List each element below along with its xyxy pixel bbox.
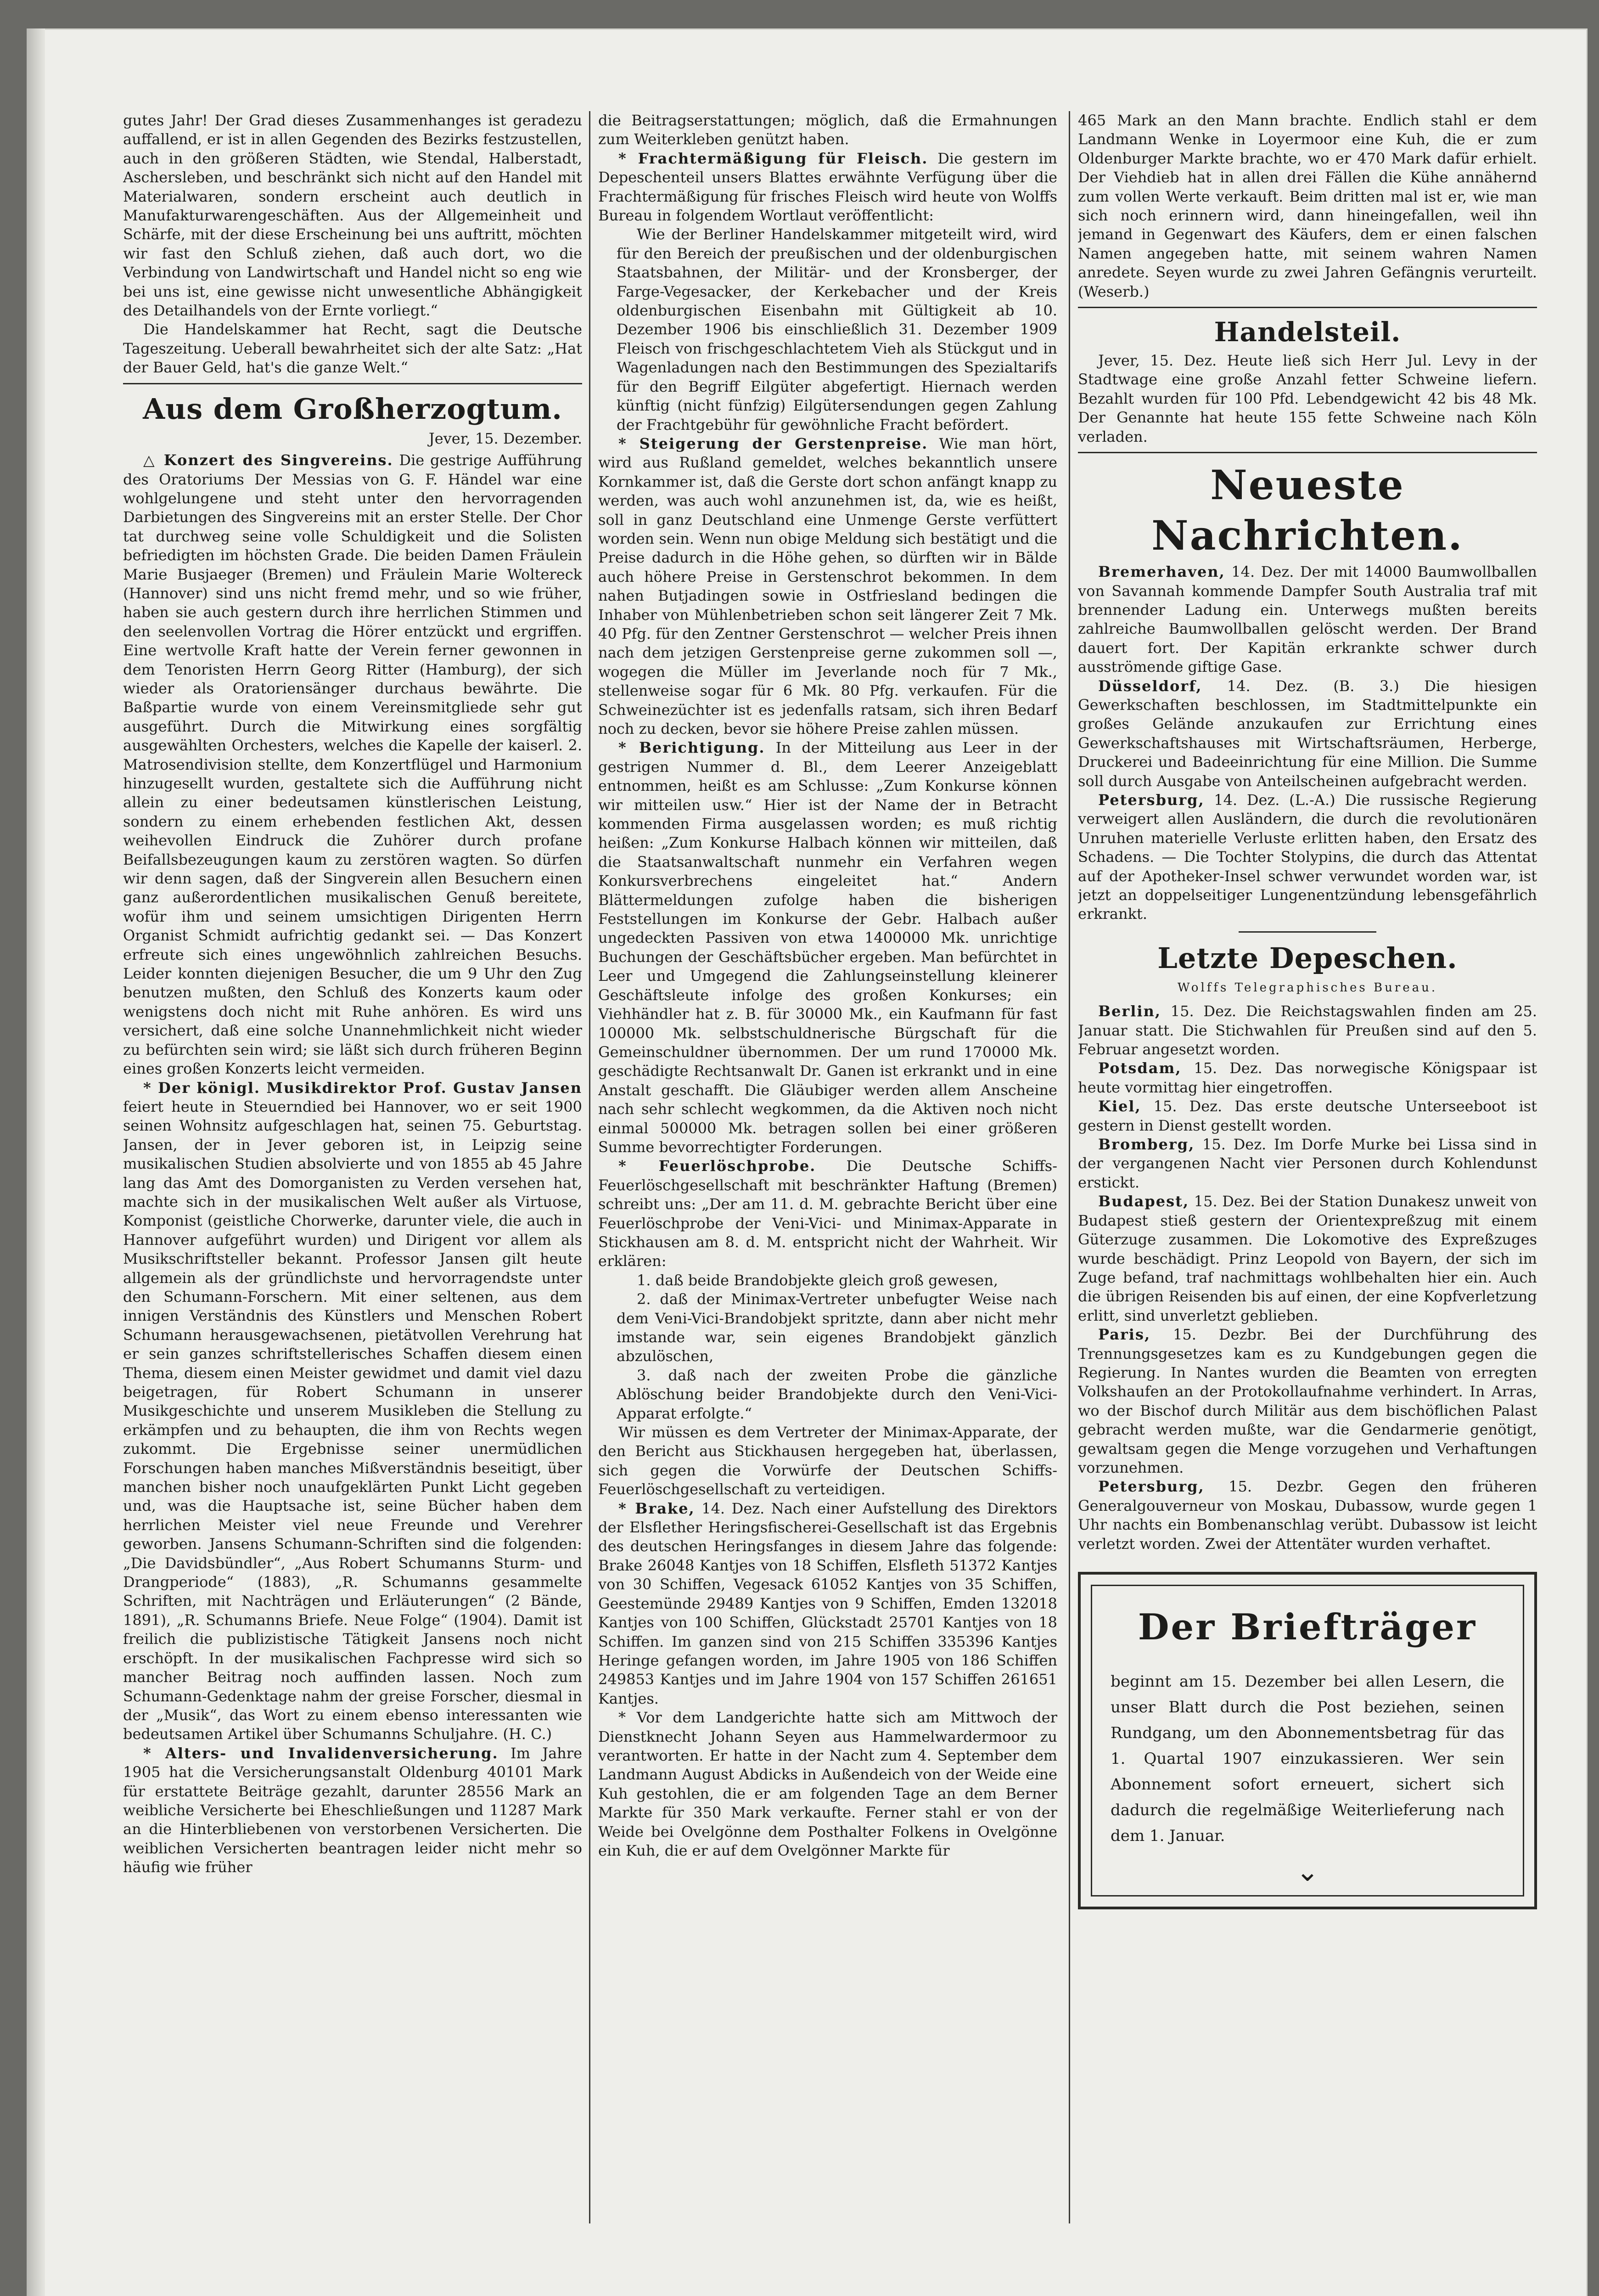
article-text: Im Jahre 1905 hat die Versicherungsanstalt Oldenburg 40101 Mark für erstattete Beiträge gezahlt, darunter 28556 Mark an weibliche Versicherte bei Eheschließungen und 11287 Mark an die Hinterbliebenen von verstorbenen Versicherten. Die weiblichen Versicherten beantragen leider nicht mehr so häufig wie früher: [123, 1744, 582, 1876]
dispatch-item: [1078, 1059, 1537, 1097]
article: [123, 451, 582, 1078]
news-place: Bremerhaven,: [1098, 563, 1225, 581]
paragraph: * Vor dem Landgerichte hatte sich am Mittwoch der Dienstknecht Johann Seyen aus Hammelwardermoor zu verantworten. Er hatte in der Nacht zum 4. September dem Landmann August Abdicks in Außendeich von der Weide eine Kuh gestohlen, die er am folgenden Tage an dem Berner Markte für 350 Mark verkaufte. Ferner stahl er von der Weide bei Ovelgönne dem Posthalter Folkens in Ovelgönne ein Kuh, die er auf dem Ovelgönner Markte für: [598, 1709, 1057, 1859]
divider: [1239, 931, 1376, 933]
news-text: 14. Dez. Der mit 14000 Baumwollballen von Savannah kommende Dampfer South Australia traf mit brennender Ladung ein. Unterwegs mußten bereits zahlreiche Baumwollballen gelöscht werden. Der Brand dauert fort. Der Kapitän erkrankte schwer durch ausströmende giftige Gase.: [1078, 563, 1537, 676]
advertisement-box: [1078, 1572, 1537, 1909]
article-text: Die gestern im Depeschenteil unsers Blattes erwähnte Verfügung über die Frachtermäßigung für frisches Fleisch wird heute von Wolffs Bureau in folgendem Wortlaut veröffentlicht:: [598, 149, 1057, 225]
dispatch-item: [1078, 1192, 1537, 1325]
paragraph: gutes Jahr! Der Grad dieses Zusammenhanges ist geradezu auffallend, er ist in allen Gegenden des Bezirks festzustellen, auch in den größeren Städten, wie Stendal, Halberstadt, Aschersleben, und beschränkt sich nicht auf den Handel mit Materialwaren, sondern erscheint auch deutlich in Manufakturwarengeschäften. Aus der Allgemeinheit und Schärfe, mit der diese Erscheinung bei uns auftritt, möchten wir fast den Schluß ziehen, daß auch dort, wo die Verbindung von Landwirtschaft und Handel nicht so eng wie bei uns ist, eine gewisse nicht unwesentliche Abhängigkeit des Detailhandels von der Ernte vorliegt.“: [123, 112, 582, 320]
newspaper-page: [27, 28, 1588, 2296]
article-keyword: * Berichtigung.: [618, 739, 765, 757]
divider: [1078, 452, 1537, 453]
section-heading: Neueste Nachrichten.: [1151, 461, 1464, 560]
dispatch-place: Bromberg,: [1098, 1136, 1195, 1154]
news-item: [1078, 677, 1537, 791]
column-2: [598, 111, 1057, 2237]
article-keyword: * Feuerlöschprobe.: [618, 1157, 816, 1175]
column-3: [1078, 111, 1537, 2237]
article-text: Wie man hört, wird aus Rußland gemeldet, welches bekanntlich unsere Kornkammer ist, daß die Gerste dort schon anfängt knapp zu werden, was auch wohl anzunehmen ist, da, wie es heißt, soll in ganz Deutschland eine Unmenge Gerste verfüttert worden sein. Wenn nun obige Meldung sich bestätigt und die Preise dadurch in die Höhe gehen, so dürften wir in Bälde auch höhere Preise in Gerstenschrot bekommen. In dem nahen Butjadingen sowie in Ostfriesland bedingen die Inhaber von Mühlenbetrieben schon seit längerer Zeit 7 Mk. 40 Pfg. für den Zentner Gerstenschrot — welcher Preis ihnen nach dem jetzigen Gerstenpreise gerne zukommen soll —, wogegen die Müller im Jeverlande noch für 7 Mk., stellenweise sogar für 6 Mk. 80 Pfg. verkaufen. Für die Schweinezüchter ist es jedenfalls ratsam, sich ihren Bedarf noch zu decken, bevor sie höhere Preise zahlen müssen.: [598, 434, 1057, 737]
paragraph: Die Handelskammer hat Recht, sagt die Deutsche Tageszeitung. Ueberall bewahrheitet sich der alte Satz: „Hat der Bauer Geld, hat's die ganze Welt.“: [123, 321, 582, 377]
article: [598, 434, 1057, 739]
column-rule: [1069, 111, 1070, 2223]
list-item: 2. daß der Minimax-Vertreter unbefugter Weise nach dem Veni-Vici-Brandobjekt spritzte, dann aber nicht mehr imstande war, sein eigenes Brandobjekt gänzlich abzulöschen,: [617, 1290, 1057, 1365]
news-text: 14. Dez. (B. 3.) Die hiesigen Gewerkschaften beschlossen, im Stadtmittelpunkte ein großes Gelände anzukaufen zur Errichtung eines Gewerkschaftshauses mit Wirtschaftsräumen, Herberge, Druckerei und Badeeinrichtung für eine Million. Die Summe soll durch Ausgabe von Anteilscheinen aufgebracht werden.: [1078, 677, 1537, 790]
dispatch-place: Potsdam,: [1098, 1059, 1182, 1077]
article-text: feiert heute in Steuerndied bei Hannover, wo er seit 1900 seinen Wohnsitz aufgeschlagen hat, seinen 75. Geburtstag. Jansen, der in Jever geboren ist, in Leipzig seine musikalischen Studien absolvierte und von 1855 ab 45 Jahre lang das Amt des Domorganisten zu Verden versehen hat, machte sich in der musikalischen Welt außer als Virtuose, Komponist (geistliche Chorwerke, darunter viele, die auch in Hannover aufgeführt wurden) und Dirigent vor allem als Musikschriftsteller bekannt. Professor Jansen gilt heute allgemein als der gründlichste und hervorragendste unter den Schumann-Forschern. Mit einer seltenen, aus dem innigen Verständnis des Künstlers und Menschen Robert Schumann herausgewachsenen, pietätvollen Verehrung hat er sein ganzes schriftstellerisches Schaffen diesem einen Thema, diesem einen Meister gewidmet und damit viel dazu beigetragen, für Robert Schumann in unserer Musikgeschichte und unserem Musikleben die Stellung zu erkämpfen und zu behaupten, die ihm von Rechts wegen zukommt. Die Ergebnisse seiner unermüdlichen Forschungen haben manches Mißverständnis beseitigt, über manchen bisher noch unaufgeklärten Punkt Licht gegeben und, was die Hauptsache ist, seine Bücher haben dem herrlichen Meister viel neue Freunde und Verehrer geworben. Jansens Schumann-Schriften sind die folgenden: „Die Davidsbündler“, „Aus Robert Schumanns Sturm- und Drangperiode“ (1883), „R. Schumanns gesammelte Schriften, mit Nachträgen und Erläuterungen“ (2 Bände, 1891), „R. Schumanns Briefe. Neue Folge“ (1904). Damit ist freilich die publizistische Tätigkeit Jansens noch nicht erschöpft. In der musikalischen Fachpresse wird sich so mancher Beitrag noch auffinden lassen. Noch zum Schumann-Gedenktage nahm der greise Forscher, diesmal in der „Musik“, das Wort zu einem ebenso interessanten wie bedeutsamen Artikel über Schumanns Schuljahre. (H. C.): [123, 1097, 582, 1743]
advertisement-text: beginnt am 15. Dezember bei allen Lesern, die unser Blatt durch die Post beziehen, seinen Rundgang, um den Abonnementsbetrag für das 1. Quartal 1907 einzukassieren. Wer sein Abonnement sofort erneuert, sichert sich dadurch die regelmäßige Weiterlieferung nach dem 1. Januar.: [1111, 1672, 1504, 1845]
news-text: 14. Dez. (L.-A.) Die russische Regierung verweigert allen Ausländern, die durch die revolutionären Unruhen materielle Verluste erlitten haben, den Ersatz des Schadens. — Die Tochter Stolypins, die durch das Attentat auf der Apotheker-Insel schwer verwundet worden war, ist jetzt an doppelseitiger Lungenentzündung lebensgefährlich erkrankt.: [1078, 791, 1537, 923]
news-place: Petersburg,: [1098, 791, 1205, 809]
section-heading: Letzte Depeschen.: [1157, 941, 1458, 975]
dispatch-text: 15. Dez. Die Reichstagswahlen finden am 25. Januar statt. Die Stichwahlen für Preußen sind auf den 5. Februar angesetzt worden.: [1078, 1002, 1537, 1058]
dispatch-item: [1078, 1097, 1537, 1135]
column-1: [123, 111, 582, 2237]
article-keyword: * Steigerung der Gerstenpreise.: [618, 434, 928, 452]
news-item: [1078, 791, 1537, 924]
page-binding: [27, 28, 45, 2296]
article: [598, 1157, 1057, 1271]
paragraph: Jever, 15. Dez. Heute ließ sich Herr Jul. Levy in der Stadtwage eine große Anzahl fetter Schweine liefern. Bezahlt wurden für 100 Pfd. Lebendgewicht 42 bis 48 Mk. Der Genannte hat heute 155 fette Schweine nach Köln verladen.: [1078, 352, 1537, 445]
paragraph: Wir müssen es dem Vertreter der Minimax-Apparate, der den Bericht aus Stickhausen hergegeben hat, überlassen, sich gegen die Vorwürfe der Deutschen Schiffs-Feuerlöschgesellschaft zu verteidigen.: [598, 1424, 1057, 1498]
quote-paragraph: Wie der Berliner Handelskammer mitgeteilt wird, wird für den Bereich der preußischen und der oldenburgischen Staatsbahnen, der Militär- und der Kronsberger, der Farge-Vegesacker, der Kerkebacher und der Kreis oldenburgischen Eisenbahn mit Gültigkeit ab 10. Dezember 1906 bis einschließlich 31. Dezember 1909 Fleisch von frischgeschlachtetem Vieh als Stückgut und in Wagenladungen nach den Bestimmungen des Spezialtarifs für den Begriff Eilgüter abgefertigt. Hiernach werden künftig (nicht fünfzig) Eilgütersendungen gegen Zahlung der Frachtgebühr für gewöhnliche Fracht befördert.: [617, 225, 1057, 433]
dispatch-place: Petersburg,: [1098, 1478, 1205, 1496]
list-item: 3. daß nach der zweiten Probe die gänzliche Ablöschung beider Brandobjekte durch den Veni-Vici-Apparat erfolgte.“: [617, 1366, 1057, 1422]
dateline: Jever, 15. Dezember.: [428, 429, 582, 447]
dispatch-text: 15. Dez. Im Dorfe Murke bei Lissa sind in der vergangenen Nacht vier Personen durch Kohlendunst erstickt.: [1078, 1136, 1537, 1191]
article-text: Die gestrige Aufführung des Oratoriums Der Messias von G. F. Händel war eine wohlgelungene und steht unter den hervorragenden Darbietungen des Singvereins mit an erster Stelle. Der Chor tat durchweg seine volle Schuldigkeit und die Solisten befriedigten im höchsten Grade. Die beiden Damen Fräulein Marie Busjaeger (Bremen) und Fräulein Marie Woltereck (Hannover) sind uns nicht fremd mehr, und so wie früher, haben sie auch gestern durch ihre herrlichen Stimmen und den seelenvollen Vortrag die Hörer entzückt und ergriffen. Eine wertvolle Kraft hatte der Verein ferner gewonnen in dem Tenoristen Herrn Georg Ritter (Hamburg), der sich wieder als Oratoriensänger durchaus bewährte. Die Baßpartie wurde von einem Vereinsmitgliede sehr gut ausgeführt. Durch die Mitwirkung eines sorgfältig ausgewählten Orchesters, welches die Kapelle der kaiserl. 2. Matrosendivision stellte, dem Konzertflügel und Harmonium hinzugesellt wurden, gestaltete sich die Aufführung nicht allein zu einer bedeutsamen künstlerischen Leistung, sondern zu einem erhebenden festlichen Akt, dessen weihevollen Eindruck die Zuhörer durch profane Beifallsbezeugungen kaum zu zerstören wagten. So dürfen wir denn sagen, daß der Singverein allen Besuchern einen ganz außerordentlichen musikalischen Genuß bereitete, wofür ihm und seinem umsichtigen Dirigenten Herrn Organist Schmidt aufrichtig gedankt sei. — Das Konzert erfreute sich eines ungewöhnlich zahlreichen Besuchs. Leider konnten diejenigen Besucher, die um 9 Uhr den Zug benutzen mußten, den Schluß des Konzerts kaum oder wenigstens doch nicht mit Ruhe anhören. Es wird uns versichert, daß eine solche Unannehmlichkeit nicht wieder zu befürchten sein wird; sie läßt sich durch früheren Beginn eines großen Konzerts leicht vermeiden.: [123, 451, 582, 1078]
dispatch-item: [1078, 1002, 1537, 1059]
ornament-icon: ⌄: [1296, 1856, 1319, 1888]
article-keyword: * Alters- und Invalidenversicherung.: [143, 1744, 499, 1762]
dispatch-text: 15. Dez. Bei der Station Dunakesz unweit von Budapest stieß gestern der Orientexpreßzug mit einem Güterzuge zusammen. Die Lokomotive des Expreßzuges wurde beschädigt. Prinz Leopold von Bayern, der sich im Zuge befand, traf nachmittags wohlbehalten hier ein. Auch die übrigen Reisenden bis auf einen, der eine Kopfverletzung erlitt, sind unverletzt geblieben.: [1078, 1193, 1537, 1324]
dispatch-place: Paris,: [1098, 1326, 1151, 1344]
article-text: Die Deutsche Schiffs-Feuerlöschgesellschaft mit beschränkter Haftung (Bremen) schreibt uns: „Der am 11. d. M. gebrachte Bericht über eine Feuerlöschprobe der Veni-Vici- und Minimax-Apparate in Stickhausen am 8. d. M. entspricht nicht der Wahrheit. Wir erklären:: [598, 1157, 1057, 1270]
article-text: 14. Dez. Nach einer Aufstellung des Direktors der Elsflether Heringsfischerei-Gesellschaft ist das Ergebnis des deutschen Heringsfanges in diesem Jahre das folgende: Brake 26048 Kantjes von 18 Schiffen, Elsfleth 51372 Kantjes von 30 Schiffen, Vegesack 61052 Kantjes von 35 Schiffen, Geestemünde 29489 Kantjes von 9 Schiffen, Emden 132018 Kantjes von 100 Schiffen, Glückstadt 25701 Kantjes von 18 Schiffen. Im ganzen sind von 215 Schiffen 335396 Kantjes Heringe gefangen worden, im Jahre 1905 von 186 Schiffen 249853 Kantjes und im Jahre 1904 von 157 Schiffen 261651 Kantjes.: [598, 1499, 1057, 1707]
list-item: 1. daß beide Brandobjekte gleich groß gewesen,: [637, 1271, 999, 1289]
article: [123, 1744, 582, 1877]
dispatch-item: [1078, 1477, 1537, 1553]
article: [123, 1079, 582, 1744]
article-text: In der Mitteilung aus Leer in der gestrigen Nummer d. Bl., dem Leerer Anzeigeblatt entnommen, heißt es am Schlusse: „Zum Konkurse können wir mitteilen usw.“ Hier ist der Name der in Betracht kommenden Firma ausgelassen worden; es muß richtig heißen: „Zum Konkurse Halbach können wir mitteilen, daß die Staatsanwaltschaft nunmehr ein Verfahren wegen Konkursverbrechens eingeleitet hat.“ Andern Blättermeldungen zufolge haben die bisherigen Feststellungen im Konkurse der Gebr. Halbach außer ungedeckten Passiven von etwa 1400000 Mk. unrichtige Buchungen der Geschäftsbücher ergeben. Man befürchtet in Leer und Umgegend die Zahlungseinstellung kleinerer Geschäftsleute infolge des großen Konkurses; ein Viehhändler hat z. B. für 30000 Mk., ein Kaufmann für fast 100000 Mk. selbstschuldnerische Bürgschaft für die Gemeinschuldner übernommen. Der um rund 170000 Mk. geschädigte Rechtsanwalt Dr. Ganen ist erkrankt und in eine Anstalt geschafft. Die Gläubiger werden allem Anscheine nach sehr schlecht wegkommen, da die Aktiven noch nicht einmal 500000 Mk. betragen sollen bei einer größeren Summe bevorrechtigter Forderungen.: [598, 739, 1057, 1156]
dispatch-item: [1078, 1135, 1537, 1192]
section-subheading: Wolffs Telegraphisches Bureau.: [1177, 980, 1438, 995]
dispatch-text: 15. Dez. Das erste deutsche Unterseeboot ist gestern in Dienst gestellt worden.: [1078, 1097, 1537, 1134]
article: [598, 738, 1057, 1157]
dispatch-place: Kiel,: [1098, 1097, 1141, 1115]
dispatch-place: Budapest,: [1098, 1193, 1189, 1210]
article: [598, 1499, 1057, 1708]
article-keyword: △ Konzert des Singvereins.: [143, 451, 393, 469]
news-place: Düsseldorf,: [1098, 677, 1202, 695]
column-rule: [589, 111, 590, 2223]
advertisement-inner: [1091, 1585, 1524, 1896]
news-item: [1078, 563, 1537, 676]
paragraph: 465 Mark an den Mann brachte. Endlich stahl er dem Landmann Wenke in Loyermoor eine Kuh, die er zum Oldenburger Markte brachte, wo er 470 Mark dafür erhielt. Der Viehdieb hat in allen drei Fällen die Kühe annähernd zum vollen Werte verkauft. Beim dritten mal ist er, wie man sich noch erinnern wird, dann hineingefallen, weil ihn jemand in Gegenwart des Käufers, dem er einen falschen Namen angegeben hatte, mit seinem wahren Namen anredete. Seyen wurde zu zwei Jahren Gefängnis verurteilt. (Weserb.): [1078, 112, 1537, 300]
divider: [123, 383, 582, 384]
dispatch-place: Berlin,: [1098, 1002, 1161, 1020]
article: [598, 149, 1057, 225]
section-heading: Handelsteil.: [1214, 316, 1401, 348]
dispatch-text: 15. Dezbr. Bei der Durchführung des Trennungsgesetzes kam es zu Kundgebungen gegen die Regierung. In Nantes wurden die Beamten von erregten Volkshaufen an der Protokollaufnahme verhindert. In Arras, wo der Bischof durch Militär aus dem bischöflichen Palast gebracht werden mußte, war die Gendarmerie genötigt, gewaltsam gegen die Menge vorzugehen und Verhaftungen vorzunehmen.: [1078, 1326, 1537, 1476]
dispatch-text: 15. Dez. Das norwegische Königspaar ist heute vormittag hier eingetroffen.: [1078, 1059, 1537, 1096]
dispatch-item: [1078, 1325, 1537, 1477]
article-keyword: * Frachtermäßigung für Fleisch.: [618, 149, 928, 167]
section-heading: Aus dem Großherzogtum.: [143, 392, 562, 426]
divider: [1078, 307, 1537, 308]
dispatch-text: 15. Dezbr. Gegen den früheren Generalgouverneur von Moskau, Dubassow, wurde gegen 1 Uhr nachts ein Bombenanschlag verübt. Dubassow ist leicht verletzt worden. Zwei der Attentäter wurden verhaftet.: [1078, 1478, 1537, 1553]
advertisement-title: Der Briefträger: [1138, 1606, 1477, 1648]
article-keyword: * Der königl. Musikdirektor Prof. Gustav Jansen: [143, 1079, 582, 1097]
article-keyword: * Brake,: [618, 1499, 695, 1517]
paragraph: die Beitragserstattungen; möglich, daß die Ermahnungen zum Weiterkleben genützt haben.: [598, 112, 1057, 148]
